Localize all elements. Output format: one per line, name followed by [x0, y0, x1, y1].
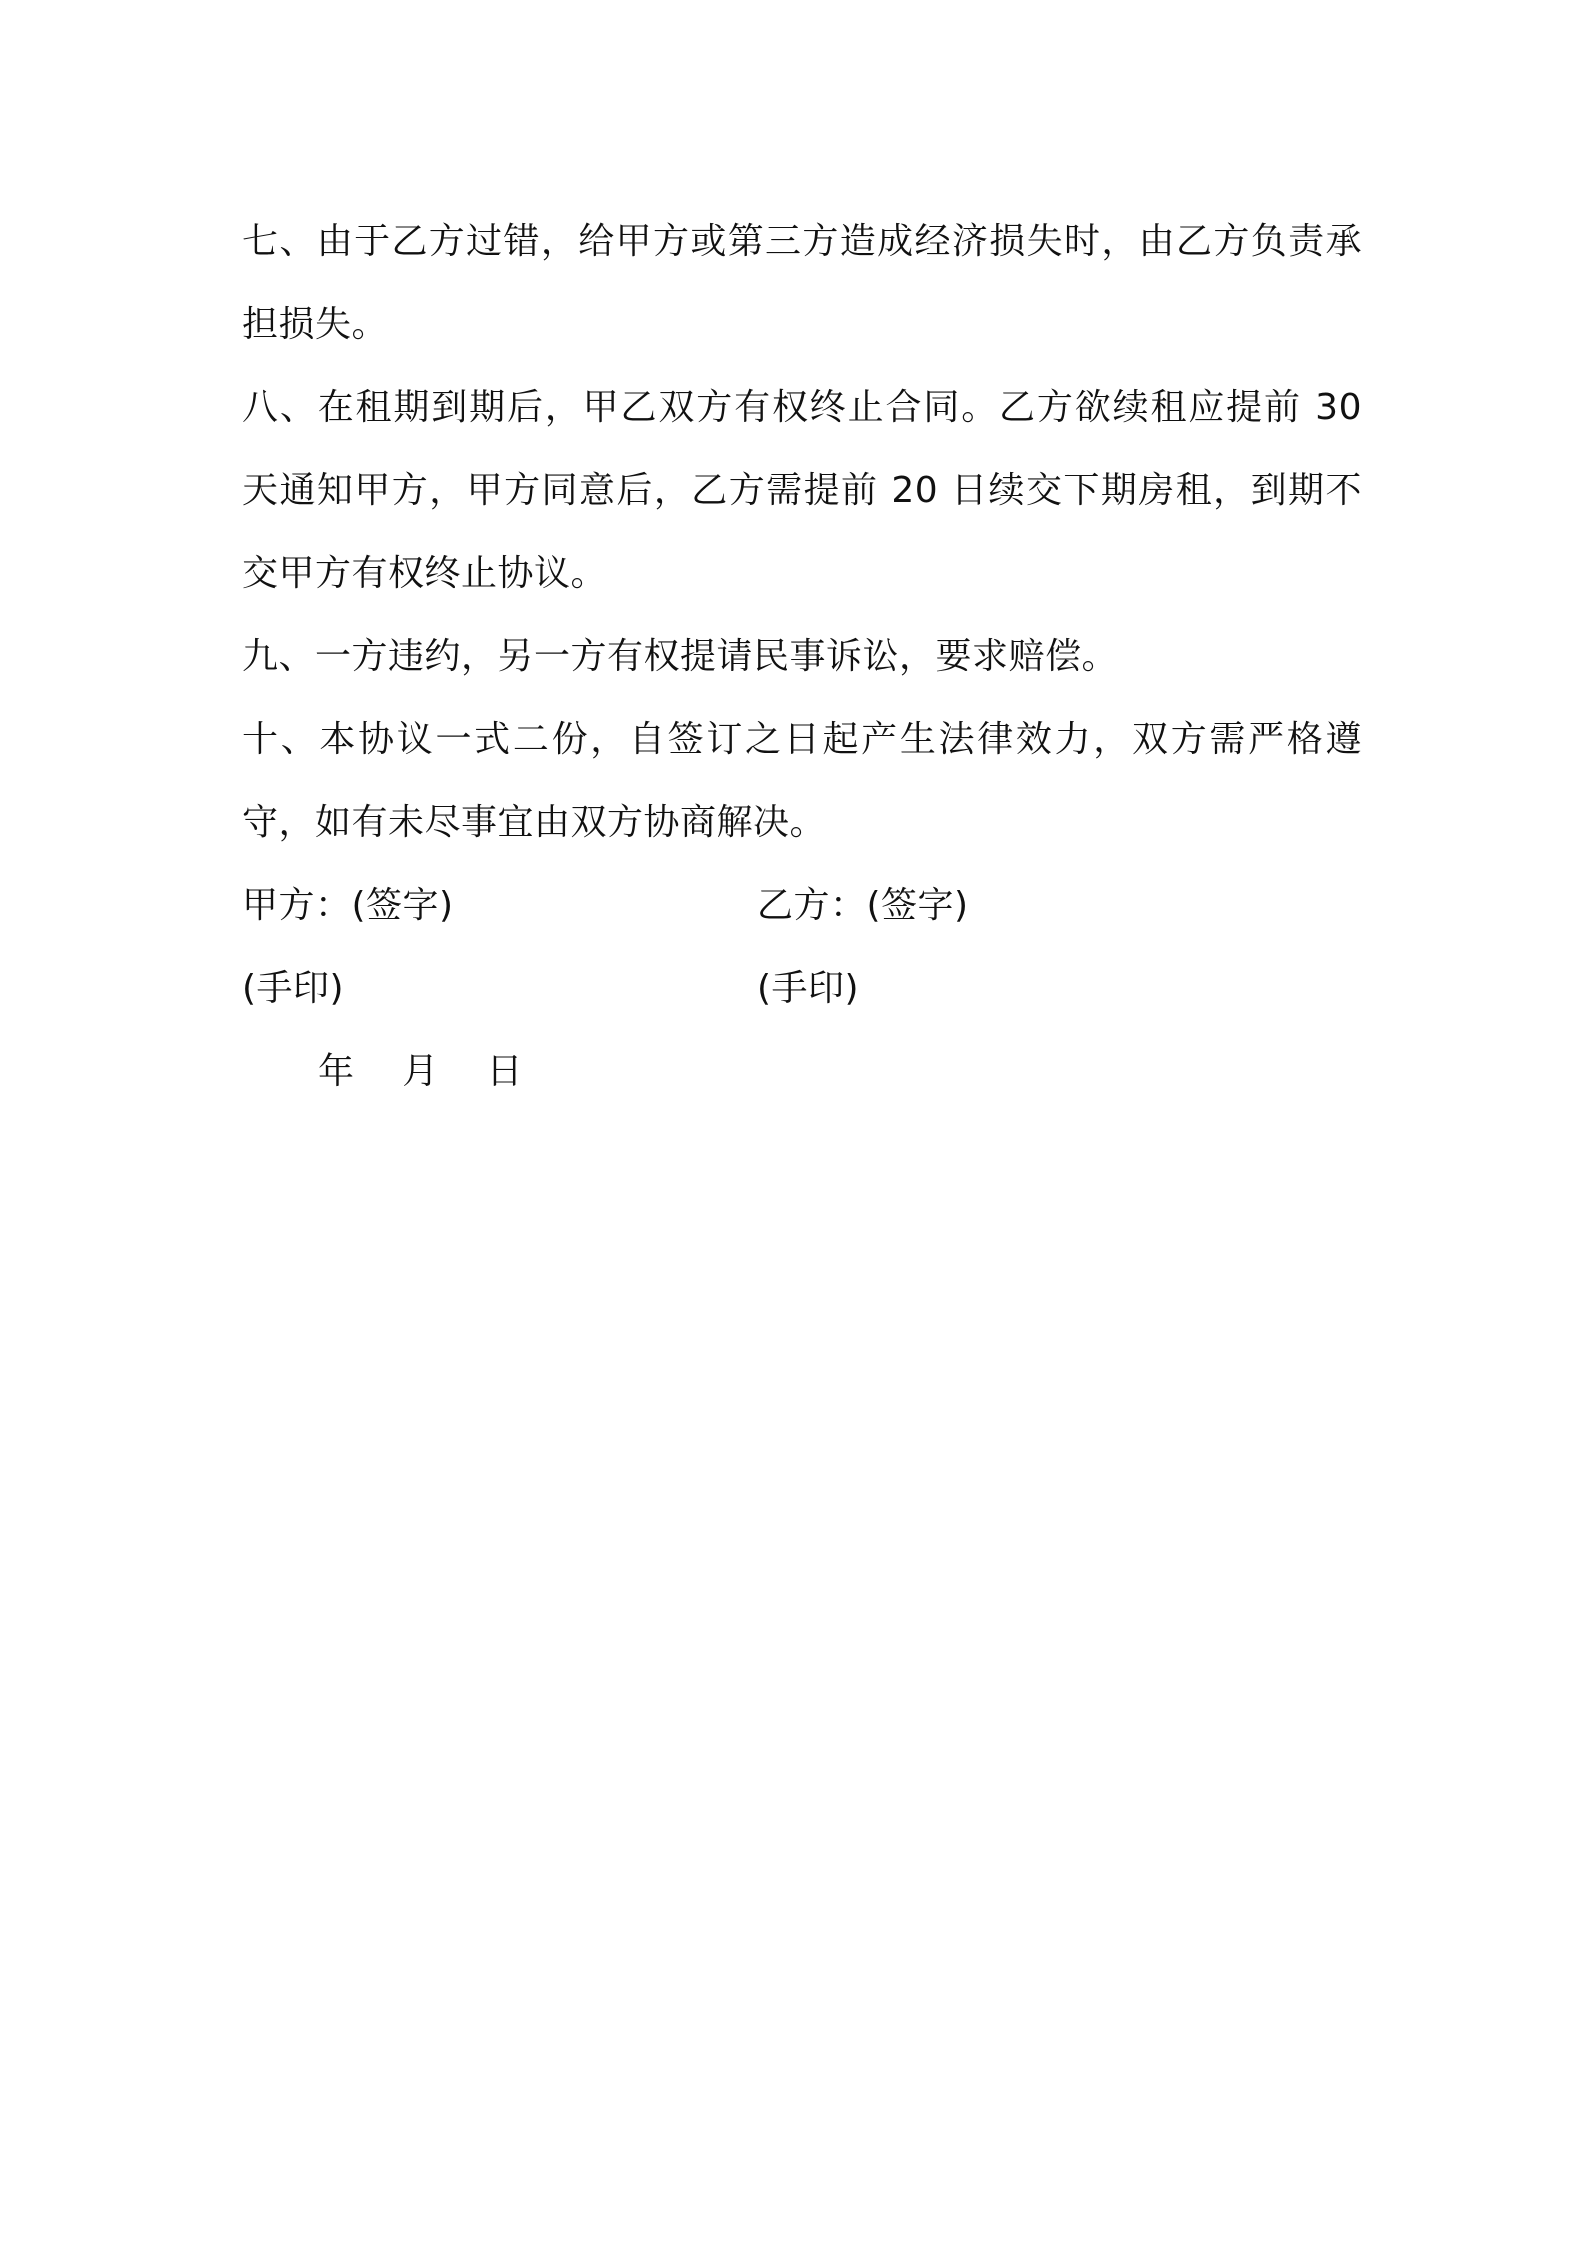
fingerprint-row — [242, 947, 1362, 1030]
clause-9: 九、一方违约，另一方有权提请民事诉讼，要求赔偿。 — [242, 636, 1119, 677]
party-a-signature-label: 甲方：(签字) — [242, 885, 454, 926]
clause-10: 十、本协议一式二份，自签订之日起产生法律效力，双方需严格遵守，如有未尽事宜由双方协商解决。 — [242, 719, 1362, 843]
document-body — [242, 200, 1362, 1113]
party-b-fingerprint-label: (手印) — [757, 968, 860, 1009]
signature-row — [242, 864, 1362, 947]
party-a-fingerprint-label: (手印) — [242, 968, 345, 1009]
clause-7: 七、由于乙方过错，给甲方或第三方造成经济损失时，由乙方负责承担损失。 — [242, 221, 1362, 345]
clause-8: 八、在租期到期后，甲乙双方有权终止合同。乙方欲续租应提前 30 天通知甲方，甲方同意后，乙方需提前 20 日续交下期房租，到期不交甲方有权终止协议。 — [242, 387, 1362, 594]
date-line: 年 月 日 — [318, 1051, 524, 1092]
party-b-signature-label: 乙方：(签字) — [757, 885, 969, 926]
